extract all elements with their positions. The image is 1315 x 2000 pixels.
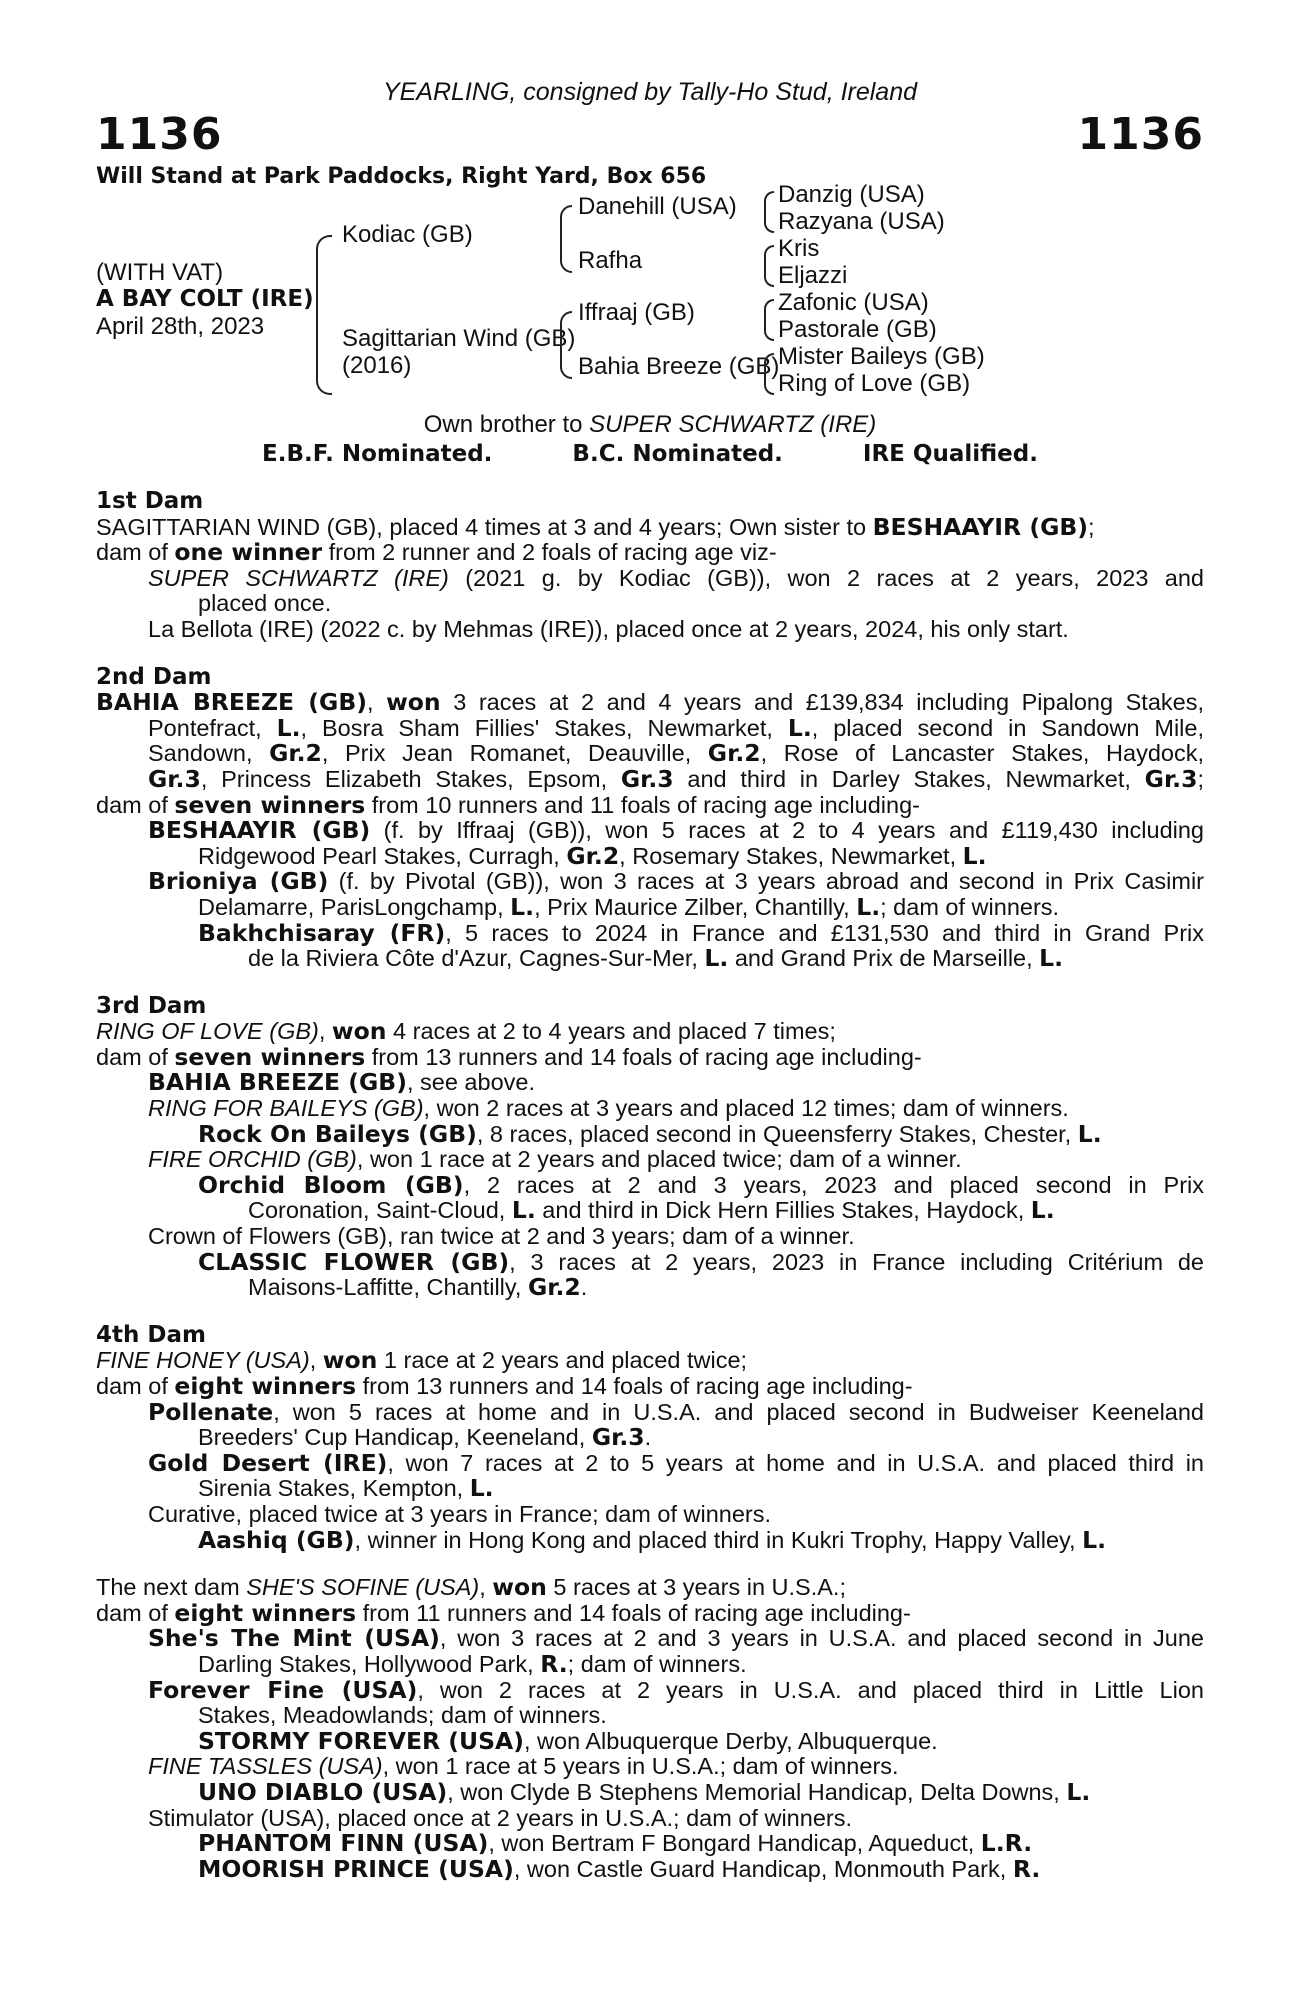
sire-sire: Danehill (USA) [578, 193, 737, 220]
dam3-line: dam of seven winners from 13 runners and 14 foals of racing age including- [96, 1042, 922, 1071]
dam2-line: BAHIA BREEZE (GB), won 3 races at 2 and 4 years and £139,834 including Pipalong Stakes, [96, 688, 1204, 717]
progeny-line: Maisons-Laffitte, Chantilly, Gr.2. [248, 1273, 588, 1302]
section-heading: 4th Dam [96, 1321, 206, 1348]
gg-razyana: Razyana (USA) [778, 208, 945, 235]
progeny-line: SUPER SCHWARTZ (IRE) (2021 g. by Kodiac (GB)), won 2 races at 2 years, 2023 and [148, 564, 1204, 591]
ire-qualified: IRE Qualified. [862, 441, 1038, 467]
brace-g3 [764, 299, 774, 341]
progeny-line: Forever Fine (USA), won 2 races at 2 years in U.S.A. and placed third in Little Lion [148, 1675, 1204, 1704]
dam5-line: dam of eight winners from 11 runners and 14 foals of racing age including- [96, 1598, 911, 1627]
lot-number-left: 1136 [96, 109, 223, 160]
second-dam-section [96, 665, 1204, 972]
progeny-line: PHANTOM FINN (USA), won Bertram F Bongard Handicap, Aqueduct, L.R. [198, 1829, 1033, 1858]
progeny-line: Gold Desert (IRE), won 7 races at 2 to 5 years at home and in U.S.A. and placed third in [148, 1448, 1204, 1477]
progeny-line: BESHAAYIR (GB) (f. by Iffraaj (GB)), won 5 races at 2 to 4 years and £119,430 including [148, 816, 1204, 845]
fourth-dam-section [96, 1323, 1204, 1553]
foaling-date: April 28th, 2023 [96, 313, 265, 340]
dam4-line: FINE HONEY (USA), won 1 race at 2 years and placed twice; [96, 1346, 748, 1375]
catalogue-page [96, 78, 1204, 1882]
vat-note: (WITH VAT) [96, 259, 224, 286]
progeny-line: Brioniya (GB) (f. by Pivotal (GB)), won 3 races at 3 years abroad and second in Prix Casimir [148, 867, 1205, 896]
progeny-line: placed once. [198, 590, 332, 617]
own-brother-line: Own brother to SUPER SCHWARTZ (IRE) [423, 411, 877, 438]
progeny-line: CLASSIC FLOWER (GB), 3 races at 2 years, 2023 in France including Critérium de [198, 1247, 1204, 1276]
section-heading: 3rd Dam [96, 992, 207, 1019]
progeny-line: BAHIA BREEZE (GB), see above. [148, 1068, 535, 1097]
dam2-line: Pontefract, L., Bosra Sham Fillies' Stakes, Newmarket, L., placed second in Sandown Mile, [148, 713, 1204, 742]
gg-mister-baileys: Mister Baileys (GB) [778, 343, 985, 370]
dam1-line: SAGITTARIAN WIND (GB), placed 4 times at 3 and 4 years; Own sister to BESHAAYIR (GB); [96, 512, 1095, 541]
progeny-line: Aashiq (GB), winner in Hong Kong and placed third in Kukri Trophy, Happy Valley, L. [198, 1525, 1107, 1554]
lot-number-right: 1136 [1077, 109, 1204, 160]
progeny-line: Pollenate, won 5 races at home and in U.S.A. and placed second in Budweiser Keeneland [148, 1397, 1204, 1426]
bc-nomination: B.C. Nominated. [572, 441, 783, 467]
progeny-line: Curative, placed twice at 3 years in France; dam of winners. [148, 1500, 772, 1527]
gg-ring-of-love: Ring of Love (GB) [778, 370, 971, 397]
progeny-line: Ridgewood Pearl Stakes, Curragh, Gr.2, Rosemary Stakes, Newmarket, L. [198, 841, 987, 870]
progeny-line: FINE TASSLES (USA), won 1 race at 5 years in U.S.A.; dam of winners. [148, 1753, 899, 1780]
dam1-line: dam of one winner from 2 runner and 2 foals of racing age viz- [96, 538, 777, 567]
progeny-line: Breeders' Cup Handicap, Keeneland, Gr.3. [198, 1423, 652, 1452]
progeny-line: Orchid Bloom (GB), 2 races at 2 and 3 years, 2023 and placed second in Prix [198, 1170, 1204, 1199]
horse-name: A BAY COLT (IRE) [96, 286, 314, 312]
progeny-line: Coronation, Saint-Cloud, L. and third in Dick Hern Fillies Stakes, Haydock, L. [248, 1196, 1055, 1225]
stand-location: Will Stand at Park Paddocks, Right Yard, Box 656 [96, 164, 707, 189]
progeny-line: Sirenia Stakes, Kempton, L. [198, 1474, 494, 1503]
progeny-line: STORMY FOREVER (USA), won Albuquerque Derby, Albuquerque. [198, 1726, 938, 1755]
third-dam-section [96, 994, 1204, 1301]
nominations [96, 441, 1204, 467]
gg-danzig: Danzig (USA) [778, 181, 925, 208]
progeny-line: Rock On Baileys (GB), 8 races, placed second in Queensferry Stakes, Chester, L. [198, 1119, 1102, 1148]
gg-eljazzi: Eljazzi [778, 262, 848, 289]
progeny-line: She's The Mint (USA), won 3 races at 2 and 3 years in U.S.A. and placed second in June [148, 1624, 1204, 1653]
dam2-line: dam of seven winners from 10 runners and 11 foals of racing age including- [96, 790, 920, 819]
progeny-line: Stimulator (USA), placed once at 2 years in U.S.A.; dam of winners. [148, 1804, 852, 1831]
progeny-line: Delamarre, ParisLongchamp, L., Prix Maurice Zilber, Chantilly, L.; dam of winners. [198, 892, 1060, 921]
sire: Kodiac (GB) [342, 221, 473, 248]
brace-g1 [764, 191, 774, 233]
dam-sire: Iffraaj (GB) [578, 299, 695, 326]
brace-g2 [764, 245, 774, 287]
brace-g4 [764, 353, 774, 395]
dam-dam: Bahia Breeze (GB) [578, 353, 780, 380]
progeny-line: Bakhchisaray (FR), 5 races to 2024 in France and £131,530 and third in Grand Prix [198, 918, 1204, 947]
progeny-line: de la Riviera Côte d'Azur, Cagnes-Sur-Mer, L. and Grand Prix de Marseille, L. [248, 944, 1064, 973]
dam: Sagittarian Wind (GB) [342, 325, 576, 352]
progeny-line: Stakes, Meadowlands; dam of winners. [198, 1702, 607, 1729]
consignment-line: YEARLING, consigned by Tally-Ho Stud, Ireland [382, 78, 918, 106]
dam2-line: Sandown, Gr.2, Prix Jean Romanet, Deauville, Gr.2, Rose of Lancaster Stakes, Haydock, [148, 739, 1204, 768]
progeny-line: FIRE ORCHID (GB), won 1 race at 2 years and placed twice; dam of a winner. [148, 1146, 962, 1173]
progeny-line: Darling Stakes, Hollywood Park, R.; dam of winners. [198, 1649, 747, 1678]
dam3-line: RING OF LOVE (GB), won 4 races at 2 to 4 years and placed 7 times; [96, 1017, 836, 1046]
dam2-line: Gr.3, Princess Elizabeth Stakes, Epsom, Gr.3 and third in Darley Stakes, Newmarket, Gr.3; [148, 764, 1204, 793]
ebf-nomination: E.B.F. Nominated. [262, 441, 493, 467]
gg-zafonic: Zafonic (USA) [778, 289, 929, 316]
first-dam-section [96, 489, 1204, 643]
gg-kris: Kris [778, 235, 820, 262]
pedigree-table [96, 181, 1204, 411]
dam-year: (2016) [342, 352, 412, 379]
next-dam-section [96, 1575, 1204, 1882]
progeny-line: MOORISH PRINCE (USA), won Castle Guard Handicap, Monmouth Park, R. [198, 1854, 1041, 1883]
dam5-line: The next dam SHE'S SOFINE (USA), won 5 races at 3 years in U.S.A.; [96, 1573, 846, 1602]
brace-sire [560, 205, 572, 273]
brace-parents [316, 235, 332, 395]
section-heading: 1st Dam [96, 488, 204, 514]
section-heading: 2nd Dam [96, 663, 212, 690]
progeny-line: La Bellota (IRE) (2022 c. by Mehmas (IRE)), placed once at 2 years, 2024, his only start. [148, 615, 1069, 642]
progeny-line: Crown of Flowers (GB), ran twice at 2 and 3 years; dam of a winner. [148, 1223, 855, 1250]
brace-dam [560, 311, 572, 379]
sire-dam: Rafha [578, 247, 643, 274]
lot-number-row [96, 109, 1204, 160]
gg-pastorale: Pastorale (GB) [778, 316, 937, 343]
dam4-line: dam of eight winners from 13 runners and 14 foals of racing age including- [96, 1372, 913, 1400]
progeny-line: RING FOR BAILEYS (GB), won 2 races at 3 years and placed 12 times; dam of winners. [148, 1095, 1069, 1122]
progeny-line: UNO DIABLO (USA), won Clyde B Stephens Memorial Handicap, Delta Downs, L. [198, 1777, 1091, 1806]
